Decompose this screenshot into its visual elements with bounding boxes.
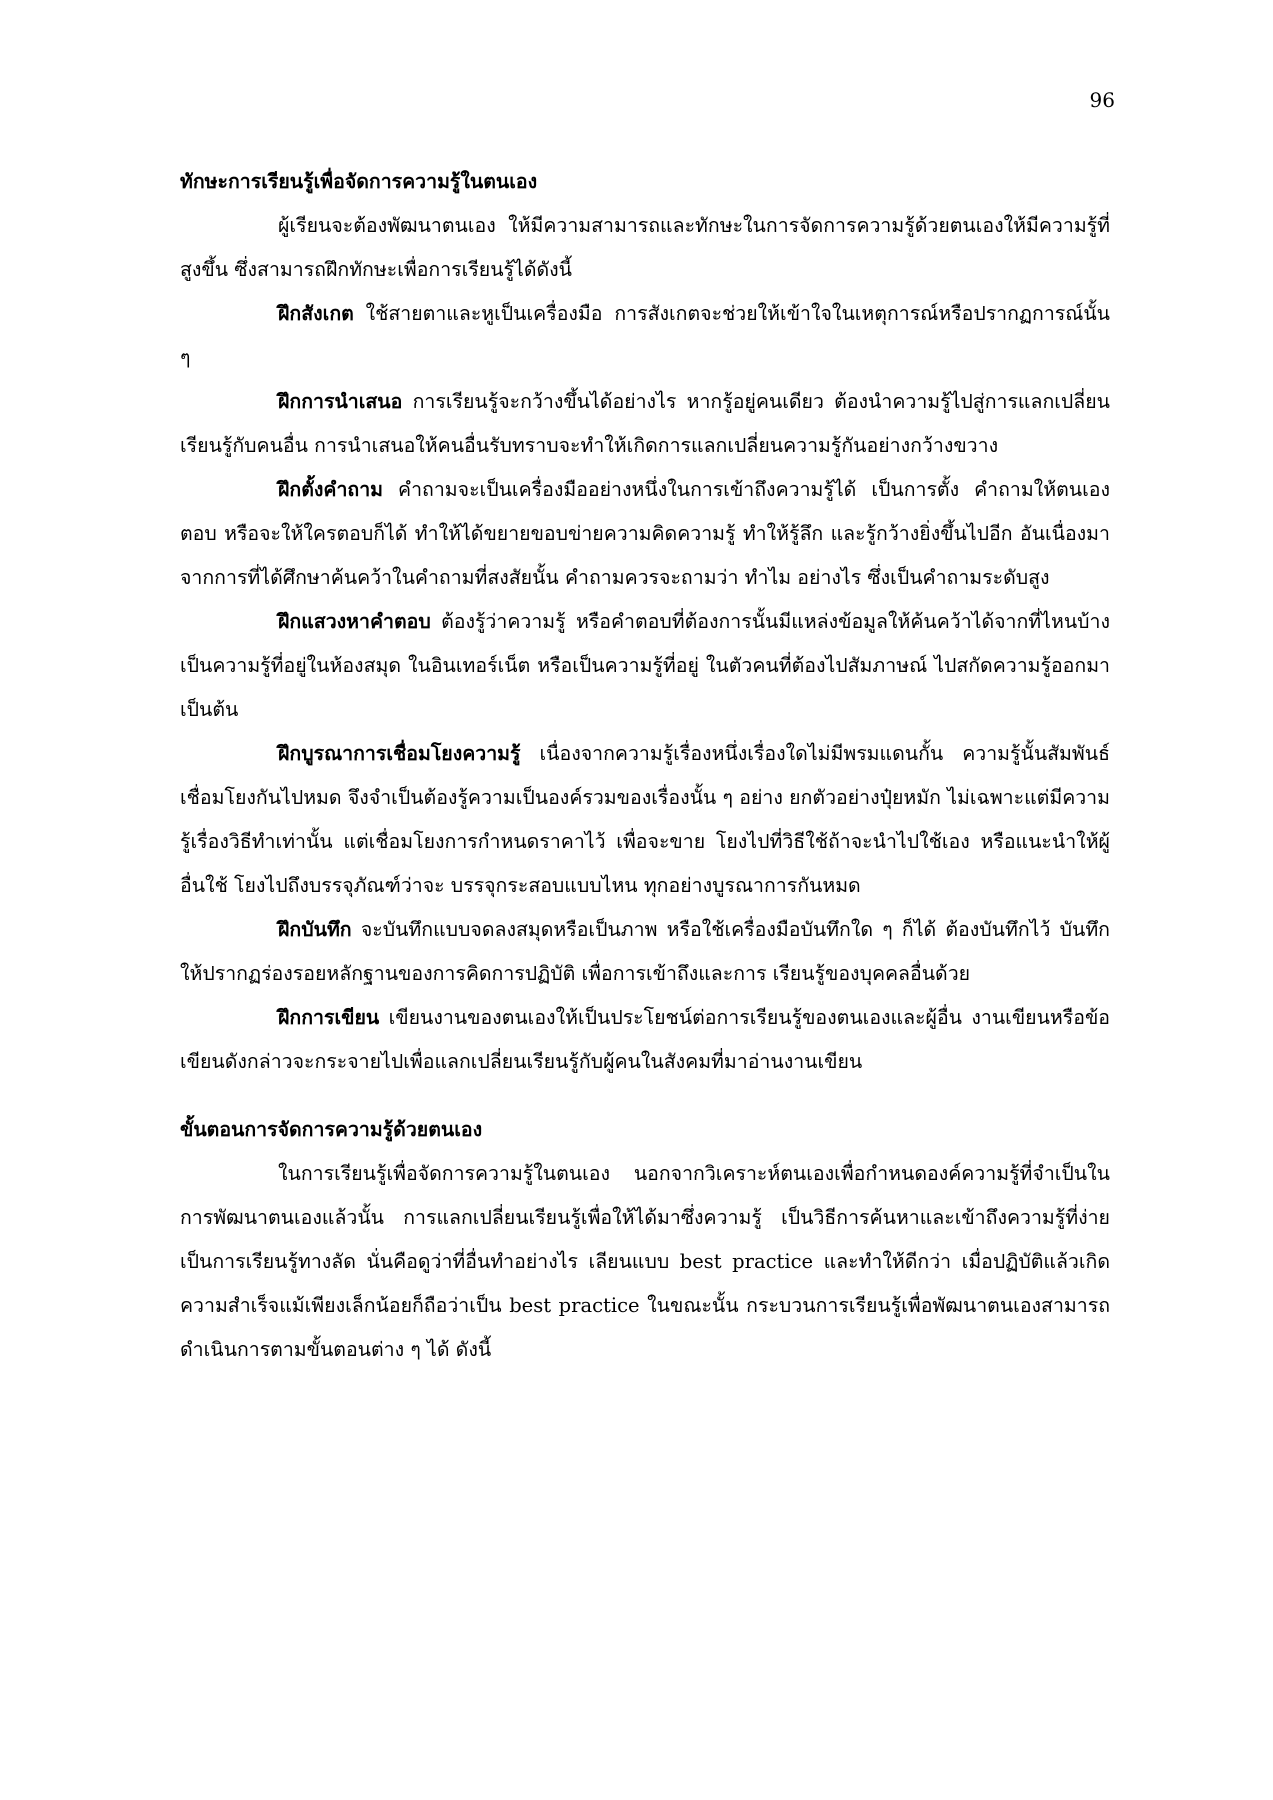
skill-write xyxy=(180,996,1110,1084)
skill-text: เนื่องจากความรู้เรื่องหนึ่งเรื่องใดไม่มีพรมแดนกั้น ความรู้นั้นสัมพันธ์เชื่อมโยงกันไปหมด จึงจำเป็นต้องรู้ความเป็นองค์รวมของเรื่องนั้น ๆ อย่าง ยกตัวอย่างปุ๋ยหมัก ไม่เฉพาะแต่มีความรู้เรื่องวิธีทำเท่านั้น แต่เชื่อมโยงการกำหนดราคาไว้ เพื่อจะขาย โยงไปที่วิธีใช้ถ้าจะนำไปใช้เอง หรือแนะนำให้ผู้อื่นใช้ โยงไปถึงบรรจุภัณฑ์ว่าจะ บรรจุกระสอบแบบไหน ทุกอย่างบูรณาการกันหมด xyxy=(180,742,1110,897)
section-heading-learning-skills: ทักษะการเรียนรู้เพื่อจัดการความรู้ในตนเอง xyxy=(180,170,538,193)
skill-text: ใช้สายตาและหูเป็นเครื่องมือ การสังเกตจะช่วยให้เข้าใจในเหตุการณ์หรือปรากฏการณ์นั้น ๆ xyxy=(180,302,1110,369)
skill-text: ต้องรู้ว่าความรู้ หรือคำตอบที่ต้องการนั้นมีแหล่งข้อมูลให้ค้นคว้าได้จากที่ไหนบ้าง เป็นความรู้ที่อยู่ในห้องสมุด ในอินเทอร์เน็ต หรือเป็นความรู้ที่อยู่ ในตัวคนที่ต้องไปสัมภาษณ์ ไปสกัดความรู้ออกมา เป็นต้น xyxy=(180,610,1110,721)
skill-term: ฝึกการเขียน xyxy=(278,1006,380,1029)
skill-term: ฝึกแสวงหาคำตอบ xyxy=(278,610,431,633)
skill-term: ฝึกการนำเสนอ xyxy=(278,390,403,413)
skill-term: ฝึกบันทึก xyxy=(278,918,352,941)
skill-term: ฝึกบูรณาการเชื่อมโยงความรู้ xyxy=(278,742,521,765)
skill-text: การเรียนรู้จะกว้างขึ้นได้อย่างไร หากรู้อยู่คนเดียว ต้องนำความรู้ไปสู่การแลกเปลี่ยนเรียนรู้กับคนอื่น การนำเสนอให้คนอื่นรับทราบจะทำให้เกิดการแลกเปลี่ยนความรู้กันอย่างกว้างขวาง xyxy=(180,390,1110,457)
skill-record xyxy=(180,908,1110,996)
section-spacer xyxy=(180,1084,1110,1108)
km-steps-paragraph: ในการเรียนรู้เพื่อจัดการความรู้ในตนเอง นอกจากวิเคราะห์ตนเองเพื่อกำหนดองค์ความรู้ที่จำเป็นในการพัฒนาตนเองแล้วนั้น การแลกเปลี่ยนเรียนรู้เพื่อให้ได้มาซึ่งความรู้ เป็นวิธีการค้นหาและเข้าถึงความรู้ที่ง่ายเป็นการเรียนรู้ทางลัด นั่นคือดูว่าที่อื่นทำอย่างไร เลียนแบบ best practice และทำให้ดีกว่า เมื่อปฏิบัติแล้วเกิดความสำเร็จแม้เพียงเล็กน้อยก็ถือว่าเป็น best practice ในขณะนั้น กระบวนการเรียนรู้เพื่อพัฒนาตนเองสามารถดำเนินการตามขั้นตอนต่าง ๆ ได้ ดังนี้ xyxy=(180,1162,1110,1361)
skill-question xyxy=(180,468,1110,600)
skill-integrate xyxy=(180,732,1110,908)
skill-observe xyxy=(180,292,1110,380)
skill-text: คำถามจะเป็นเครื่องมืออย่างหนึ่งในการเข้าถึงความรู้ได้ เป็นการตั้ง คำถามให้ตนเองตอบ หรือจะให้ใครตอบก็ได้ ทำให้ได้ขยายขอบข่ายความคิดความรู้ ทำให้รู้ลึก และรู้กว้างยิ่งขึ้นไปอีก อันเนื่องมาจากการที่ได้ศึกษาค้นคว้าในคำถามที่สงสัยนั้น คำถามควรจะถามว่า ทำไม อย่างไร ซึ่งเป็นคำถามระดับสูง xyxy=(180,478,1110,589)
skill-present xyxy=(180,380,1110,468)
skill-seek-answers xyxy=(180,600,1110,732)
page-number: 96 xyxy=(1089,88,1115,112)
document-body xyxy=(180,160,1110,1372)
skill-term: ฝึกสังเกต xyxy=(278,302,354,325)
skill-text: จะบันทึกแบบจดลงสมุดหรือเป็นภาพ หรือใช้เครื่องมือบันทึกใด ๆ ก็ได้ ต้องบันทึกไว้ บันทึกให้ปรากฏร่องรอยหลักฐานของการคิดการปฏิบัติ เพื่อการเข้าถึงและการ เรียนรู้ของบุคคลอื่นด้วย xyxy=(180,918,1110,985)
skill-text: เขียนงานของตนเองให้เป็นประโยชน์ต่อการเรียนรู้ของตนเองและผู้อื่น งานเขียนหรือข้อเขียนดังกล่าวจะกระจายไปเพื่อแลกเปลี่ยนเรียนรู้กับผู้คนในสังคมที่มาอ่านงานเขียน xyxy=(180,1006,1110,1073)
section-heading-km-steps: ขั้นตอนการจัดการความรู้ด้วยตนเอง xyxy=(180,1118,483,1141)
skill-term: ฝึกตั้งคำถาม xyxy=(278,478,384,501)
intro-paragraph: ผู้เรียนจะต้องพัฒนาตนเอง ให้มีความสามารถและทักษะในการจัดการความรู้ด้วยตนเองให้มีความรู้ที่สูงขึ้น ซึ่งสามารถฝึกทักษะเพื่อการเรียนรู้ได้ดังนี้ xyxy=(180,214,1110,281)
